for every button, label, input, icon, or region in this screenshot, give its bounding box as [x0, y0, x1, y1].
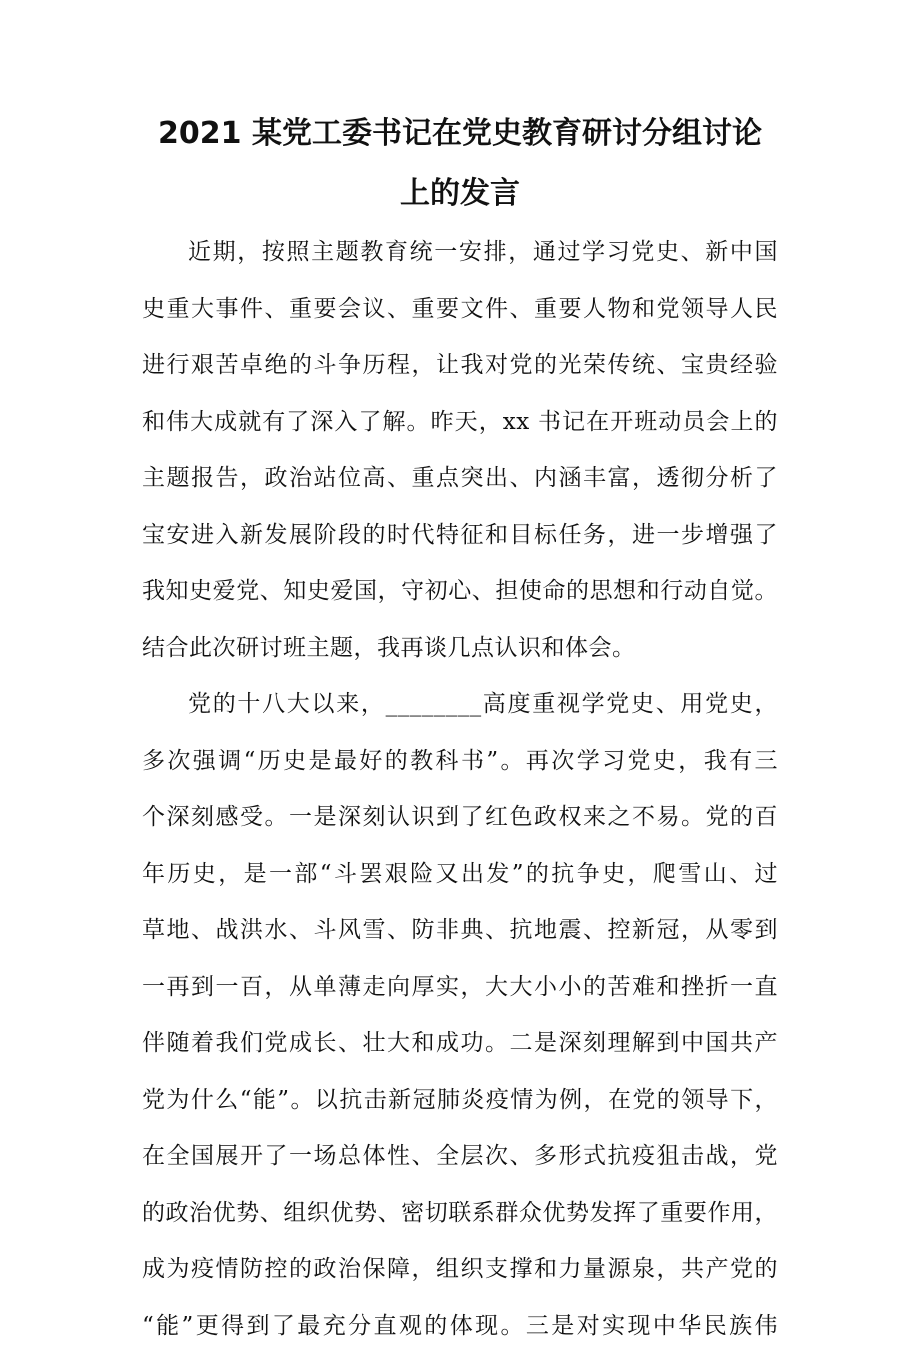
paragraph-line: 党为什么“能”。以抗击新冠肺炎疫情为例，在党的领导下，	[142, 1072, 778, 1129]
paragraph-line: 年历史，是一部“斗罢艰险又出发”的抗争史，爬雪山、过	[142, 846, 778, 903]
paragraph-line: 结合此次研讨班主题，我再谈几点认识和体会。	[142, 620, 778, 677]
paragraph-line: 一再到一百，从单薄走向厚实，大大小小的苦难和挫折一直	[142, 959, 778, 1016]
paragraph-line: 党的十八大以来，________高度重视学党史、用党史，	[142, 676, 778, 733]
paragraph-1	[142, 224, 778, 676]
paragraph-line: 多次强调“历史是最好的教科书”。再次学习党史，我有三	[142, 733, 778, 790]
document-title-line-1: 2021 某党工委书记在党史教育研讨分组讨论	[110, 114, 810, 154]
document-title-line-2: 上的发言	[110, 174, 810, 214]
paragraph-line: 主题报告，政治站位高、重点突出、内涵丰富，透彻分析了	[142, 450, 778, 507]
paragraph-line: 成为疫情防控的政治保障，组织支撑和力量源泉，共产党的	[142, 1241, 778, 1298]
paragraph-line: 我知史爱党、知史爱国，守初心、担使命的思想和行动自觉。	[142, 563, 778, 620]
paragraph-line: 的政治优势、组织优势、密切联系群众优势发挥了重要作用，	[142, 1185, 778, 1242]
paragraph-line: 个深刻感受。一是深刻认识到了红色政权来之不易。党的百	[142, 789, 778, 846]
paragraph-line: 伴随着我们党成长、壮大和成功。二是深刻理解到中国共产	[142, 1015, 778, 1072]
paragraph-line: 进行艰苦卓绝的斗争历程，让我对党的光荣传统、宝贵经验	[142, 337, 778, 394]
paragraph-line: 史重大事件、重要会议、重要文件、重要人物和党领导人民	[142, 281, 778, 338]
paragraph-line: 和伟大成就有了深入了解。昨天，xx 书记在开班动员会上的	[142, 394, 778, 451]
paragraph-line: 草地、战洪水、斗风雪、防非典、抗地震、控新冠，从零到	[142, 902, 778, 959]
paragraph-line: 宝安进入新发展阶段的时代特征和目标任务，进一步增强了	[142, 507, 778, 564]
document-body	[142, 224, 778, 1354]
paragraph-line: 近期，按照主题教育统一安排，通过学习党史、新中国	[142, 224, 778, 281]
paragraph-line: 在全国展开了一场总体性、全层次、多形式抗疫狙击战，党	[142, 1128, 778, 1185]
paragraph-2	[142, 676, 778, 1354]
paragraph-line: “能”更得到了最充分直观的体现。三是对实现中华民族伟	[142, 1298, 778, 1354]
